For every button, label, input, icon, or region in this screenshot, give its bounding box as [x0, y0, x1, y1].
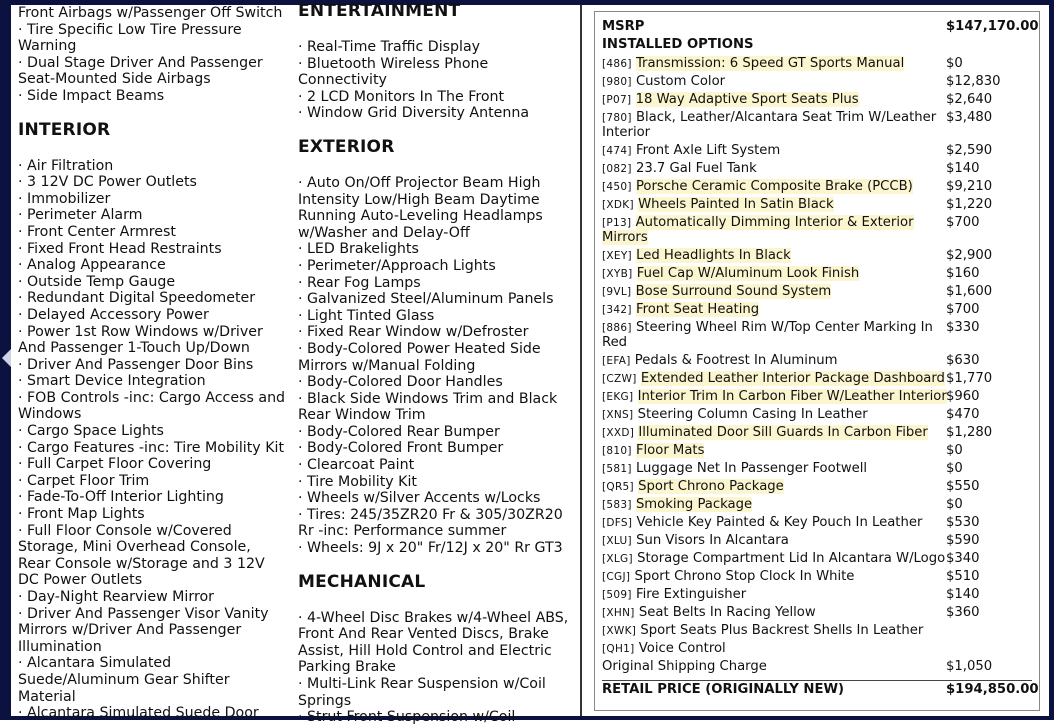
- shipping-label: Original Shipping Charge: [602, 659, 767, 674]
- feature-line: · Body-Colored Rear Bumper: [298, 423, 500, 440]
- spacer: [18, 141, 288, 158]
- feature-line: · Body-Colored Front Bumper: [298, 440, 504, 457]
- feature-line: DC Power Outlets: [18, 572, 143, 589]
- option-name: Illuminated Door Sill Guards In Carbon Fiber: [638, 425, 928, 440]
- feature-line: Mirrors w/Manual Folding: [298, 357, 476, 374]
- feature-line: · Alcantara Simulated Suede Door: [18, 705, 259, 722]
- feature-line: · 4-Wheel Disc Brakes w/4-Wheel ABS,: [298, 609, 569, 626]
- option-price: $330: [946, 320, 980, 335]
- option-label: [602, 389, 947, 404]
- option-name: Smoking Package: [635, 497, 753, 512]
- feature-line: w/Washer and Delay-Off: [298, 224, 470, 241]
- option-label: [602, 497, 752, 512]
- feature-line: · Black Side Windows Trim and Black: [298, 390, 558, 407]
- option-label: [602, 425, 928, 440]
- option-label: [602, 407, 868, 422]
- feature-line: · Day-Night Rearview Mirror: [18, 589, 214, 605]
- option-label: [602, 551, 945, 566]
- section-heading: EXTERIOR: [298, 136, 395, 157]
- option-price: $2,900: [946, 248, 993, 263]
- feature-line: · Dual Stage Driver And Passenger: [18, 54, 263, 71]
- option-code: [9VL]: [602, 286, 632, 298]
- feature-line: Intensity Low/High Beam Daytime: [298, 191, 540, 208]
- feature-line: Mirrors w/Driver And Passenger: [18, 622, 242, 639]
- option-code: [474]: [602, 145, 632, 157]
- feature-line: · Clearcoat Paint: [298, 457, 415, 474]
- feature-line: · Smart Device Integration: [18, 373, 206, 390]
- option-code: [QR5]: [602, 481, 634, 493]
- option-price: $3,480: [946, 110, 993, 125]
- option-price: $9,210: [946, 179, 993, 194]
- feature-line: · Front Center Armrest: [18, 223, 176, 240]
- option-code: [450]: [602, 181, 632, 193]
- feature-line: · Cargo Space Lights: [18, 423, 164, 440]
- option-label: [602, 479, 784, 494]
- option-name: 18 Way Adaptive Sport Seats Plus: [635, 92, 859, 107]
- option-label: [602, 248, 791, 263]
- feature-line: · Driver And Passenger Visor Vanity: [18, 605, 269, 622]
- option-name: Storage Compartment Lid In Alcantara W/Logo: [637, 551, 946, 566]
- option-name: Extended Leather Interior Package Dashboard: [640, 371, 945, 386]
- option-label: [602, 353, 838, 368]
- option-price: $0: [946, 443, 963, 458]
- feature-line: Windows: [18, 406, 82, 423]
- option-code: [509]: [602, 589, 632, 601]
- feature-line: · LED Brakelights: [298, 241, 419, 258]
- option-name-continued: Interior: [602, 125, 651, 140]
- feature-line: · Perimeter Alarm: [18, 207, 143, 224]
- option-label: [602, 587, 746, 602]
- feature-line: · Full Floor Console w/Covered: [18, 522, 232, 539]
- frame-right: [1049, 0, 1054, 720]
- option-price: $140: [946, 161, 980, 176]
- option-label: [602, 623, 923, 638]
- option-label: [602, 533, 789, 548]
- option-code: [XHN]: [602, 607, 635, 619]
- feature-line: Warning: [18, 38, 77, 55]
- feature-line: · Power 1st Row Windows w/Driver: [18, 323, 263, 340]
- option-price: $550: [946, 479, 980, 494]
- option-name: Fire Extinguisher: [635, 587, 747, 602]
- feature-line: Suede/Aluminum Gear Shifter: [18, 671, 230, 688]
- option-price: $0: [946, 461, 963, 476]
- feature-line: · Wheels: 9J x 20" Fr/12J x 20" Rr GT3: [298, 540, 563, 557]
- option-label: [602, 443, 704, 458]
- option-price: $340: [946, 551, 980, 566]
- feature-line: Connectivity: [298, 72, 387, 89]
- feature-line: · Side Impact Beams: [18, 87, 165, 104]
- feature-line: · Analog Appearance: [18, 257, 166, 274]
- shipping-value: $1,050: [946, 659, 993, 674]
- option-label: [602, 302, 759, 317]
- window-sticker-price-panel: [594, 11, 1040, 711]
- feature-line: Parking Brake: [298, 659, 396, 676]
- option-price: $2,590: [946, 143, 993, 158]
- feature-line: Seat-Mounted Side Airbags: [18, 71, 211, 88]
- feature-line: · Carpet Floor Trim: [18, 472, 150, 489]
- feature-line: · Body-Colored Door Handles: [298, 374, 503, 391]
- option-name: Wheels Painted In Satin Black: [638, 197, 834, 212]
- features-column-middle: [298, 3, 573, 726]
- feature-line: And Passenger 1-Touch Up/Down: [18, 340, 250, 357]
- option-name: Automatically Dimming Interior & Exterior: [635, 215, 914, 230]
- option-name: Pedals & Footrest In Aluminum: [634, 353, 838, 368]
- option-price: $1,770: [946, 371, 993, 386]
- option-name: Sport Seats Plus Backrest Shells In Leather: [640, 623, 924, 638]
- retail-price-label: RETAIL PRICE (ORIGINALLY NEW): [602, 682, 845, 697]
- feature-line: Front Airbags w/Passenger Off Switch: [18, 5, 283, 21]
- feature-line: · Fixed Front Head Restraints: [18, 240, 222, 257]
- option-code: [DFS]: [602, 517, 633, 529]
- feature-line: · Immobilizer: [18, 190, 111, 207]
- option-code: [EFA]: [602, 355, 631, 367]
- feature-line: · Fixed Rear Window w/Defroster: [298, 324, 529, 341]
- spacer: [298, 158, 573, 175]
- feature-line: · Galvanized Steel/Aluminum Panels: [298, 291, 554, 308]
- option-label: [602, 569, 854, 584]
- section-heading: ENTERTAINMENT: [298, 1, 461, 21]
- feature-line: · Air Filtration: [18, 157, 114, 174]
- option-name: Voice Control: [638, 641, 726, 656]
- installed-options-label: INSTALLED OPTIONS: [602, 37, 754, 52]
- option-name: Luggage Net In Passenger Footwell: [635, 461, 868, 476]
- option-label: [602, 74, 725, 89]
- feature-line: · Multi-Link Rear Suspension w/Coil: [298, 676, 546, 692]
- option-label: [602, 515, 922, 530]
- msrp-label: MSRP: [602, 19, 645, 34]
- feature-line: Running Auto-Leveling Headlamps: [298, 208, 543, 225]
- option-code: [P07]: [602, 94, 632, 106]
- option-price: $630: [946, 353, 980, 368]
- option-name: Custom Color: [635, 74, 726, 89]
- option-code: [980]: [602, 76, 632, 88]
- option-code: [780]: [602, 112, 632, 124]
- feature-line: · Tire Specific Low Tire Pressure: [18, 21, 242, 38]
- option-price: $2,640: [946, 92, 993, 107]
- retail-price-value: $194,850.00: [946, 682, 1039, 697]
- option-code: [XXD]: [602, 427, 635, 439]
- option-name: Steering Column Casing In Leather: [637, 407, 868, 422]
- feature-line: Rear Window Trim: [298, 407, 426, 424]
- option-name: Fuel Cap W/Aluminum Look Finish: [636, 266, 860, 281]
- previous-page-arrow-icon[interactable]: [2, 349, 11, 367]
- option-name: Seat Belts In Racing Yellow: [638, 605, 816, 620]
- option-price: $700: [946, 215, 980, 230]
- feature-line: Rear Console w/Storage and 3 12V: [18, 555, 265, 572]
- feature-line: · 2 LCD Monitors In The Front: [298, 88, 505, 105]
- option-code: [XDK]: [602, 199, 634, 211]
- option-price: $1,280: [946, 425, 993, 440]
- feature-line: · Alcantara Simulated: [18, 655, 172, 672]
- feature-line: · Front Map Lights: [18, 506, 145, 523]
- option-name: Sun Visors In Alcantara: [636, 533, 789, 548]
- feature-line: · Driver And Passenger Door Bins: [18, 356, 254, 373]
- option-name: Vehicle Key Painted & Key Pouch In Leather: [636, 515, 923, 530]
- option-code: [342]: [602, 304, 632, 316]
- option-price: $470: [946, 407, 980, 422]
- option-price: $1,220: [946, 197, 993, 212]
- feature-line: · Delayed Accessory Power: [18, 306, 209, 323]
- option-name-continued: Mirrors: [602, 230, 648, 245]
- option-label: [602, 371, 945, 386]
- option-name: Sport Chrono Stop Clock In White: [634, 569, 855, 584]
- option-code: [QH1]: [602, 643, 635, 655]
- feature-line: · Perimeter/Approach Lights: [298, 257, 496, 274]
- option-label: [602, 161, 757, 176]
- option-label: [602, 215, 914, 245]
- option-label: [602, 110, 936, 140]
- option-code: [486]: [602, 58, 632, 70]
- option-name: 23.7 Gal Fuel Tank: [635, 161, 757, 176]
- feature-line: Assist, Hill Hold Control and Electric: [298, 642, 552, 659]
- feature-line: · Body-Colored Power Heated Side: [298, 340, 541, 357]
- feature-line: · Tires: 245/35ZR20 Fr & 305/30ZR20: [298, 506, 563, 523]
- option-label: [602, 197, 834, 212]
- option-code: [XNS]: [602, 409, 634, 421]
- option-price: $0: [946, 497, 963, 512]
- option-code: [XLU]: [602, 535, 632, 547]
- option-code: [XEY]: [602, 250, 632, 262]
- option-code: [XYB]: [602, 268, 633, 280]
- option-code: [583]: [602, 499, 632, 511]
- feature-line: · Window Grid Diversity Antenna: [298, 105, 530, 122]
- feature-line: · Bluetooth Wireless Phone: [298, 55, 489, 72]
- feature-line: Rr -inc: Performance summer: [298, 523, 507, 540]
- option-code: [810]: [602, 445, 632, 457]
- spacer: [298, 593, 573, 610]
- option-label: [602, 461, 867, 476]
- option-price: $960: [946, 389, 980, 404]
- option-name: Steering Wheel Rim W/Top Center Marking In: [635, 320, 933, 335]
- feature-line: · Fade-To-Off Interior Lighting: [18, 489, 224, 506]
- spacer: [298, 22, 573, 39]
- option-price: $160: [946, 266, 980, 281]
- feature-line: Springs: [298, 692, 352, 709]
- feature-line: Storage, Mini Overhead Console,: [18, 539, 251, 556]
- option-code: [XWK]: [602, 625, 637, 637]
- total-divider: [602, 680, 1032, 681]
- option-name: Porsche Ceramic Composite Brake (PCCB): [635, 179, 913, 194]
- spacer: [18, 105, 288, 122]
- option-name: Interior Trim In Carbon Fiber W/Leather Interior: [637, 389, 947, 404]
- feature-line: Material: [18, 688, 76, 705]
- option-name: Transmission: 6 Speed GT Sports Manual: [635, 56, 905, 71]
- option-code: [CGJ]: [602, 571, 631, 583]
- option-label: [602, 284, 831, 299]
- option-code: [XLG]: [602, 553, 633, 565]
- option-label: [602, 92, 859, 107]
- option-code: [CZW]: [602, 373, 637, 385]
- feature-line: Illumination: [18, 638, 102, 655]
- option-label: [602, 605, 816, 620]
- feature-line: · Light Tinted Glass: [298, 307, 435, 324]
- features-column-left: [18, 5, 288, 722]
- option-label: [602, 143, 780, 158]
- option-name: Bose Surround Sound System: [635, 284, 832, 299]
- feature-line: · Wheels w/Silver Accents w/Locks: [298, 490, 541, 507]
- feature-line: · Strut Front Suspension w/Coil: [298, 709, 516, 726]
- option-price: $360: [946, 605, 980, 620]
- option-price: $590: [946, 533, 980, 548]
- option-price: $12,830: [946, 74, 1001, 89]
- option-code: [EKG]: [602, 391, 634, 403]
- section-heading: MECHANICAL: [298, 571, 426, 592]
- option-price: $0: [946, 56, 963, 71]
- feature-line: · Cargo Features -inc: Tire Mobility Kit: [18, 439, 285, 456]
- feature-line: · Rear Fog Lamps: [298, 274, 421, 291]
- feature-line: · Full Carpet Floor Covering: [18, 456, 212, 473]
- option-price: $1,600: [946, 284, 993, 299]
- feature-line: · Auto On/Off Projector Beam High: [298, 174, 541, 191]
- option-price: $140: [946, 587, 980, 602]
- option-name: Front Seat Heating: [635, 302, 760, 317]
- option-name-continued: Red: [602, 335, 628, 350]
- section-heading: INTERIOR: [18, 119, 111, 140]
- option-label: [602, 320, 933, 350]
- option-label: [602, 56, 904, 71]
- feature-line: · Tire Mobility Kit: [298, 473, 417, 490]
- option-price: $700: [946, 302, 980, 317]
- feature-line: Front And Rear Vented Discs, Brake: [298, 626, 549, 643]
- feature-line: · Redundant Digital Speedometer: [18, 290, 256, 307]
- feature-line: · 3 12V DC Power Outlets: [18, 174, 197, 191]
- option-label: [602, 179, 913, 194]
- feature-line: · Real-Time Traffic Display: [298, 39, 481, 55]
- option-code: [P13]: [602, 217, 632, 229]
- option-code: [581]: [602, 463, 632, 475]
- option-label: [602, 266, 859, 281]
- feature-line: · FOB Controls -inc: Cargo Access and: [18, 389, 286, 406]
- option-price: $530: [946, 515, 980, 530]
- option-name: Led Headlights In Black: [636, 248, 791, 263]
- feature-line: · Outside Temp Gauge: [18, 273, 176, 290]
- option-name: Floor Mats: [635, 443, 705, 458]
- option-name: Sport Chrono Package: [638, 479, 784, 494]
- option-code: [082]: [602, 163, 632, 175]
- option-name: Front Axle Lift System: [635, 143, 781, 158]
- msrp-value: $147,170.00: [946, 19, 1039, 34]
- option-code: [886]: [602, 322, 632, 334]
- option-price: $510: [946, 569, 980, 584]
- option-name: Black, Leather/Alcantara Seat Trim W/Leather: [635, 110, 937, 125]
- column-divider: [580, 5, 582, 716]
- option-label: [602, 641, 726, 656]
